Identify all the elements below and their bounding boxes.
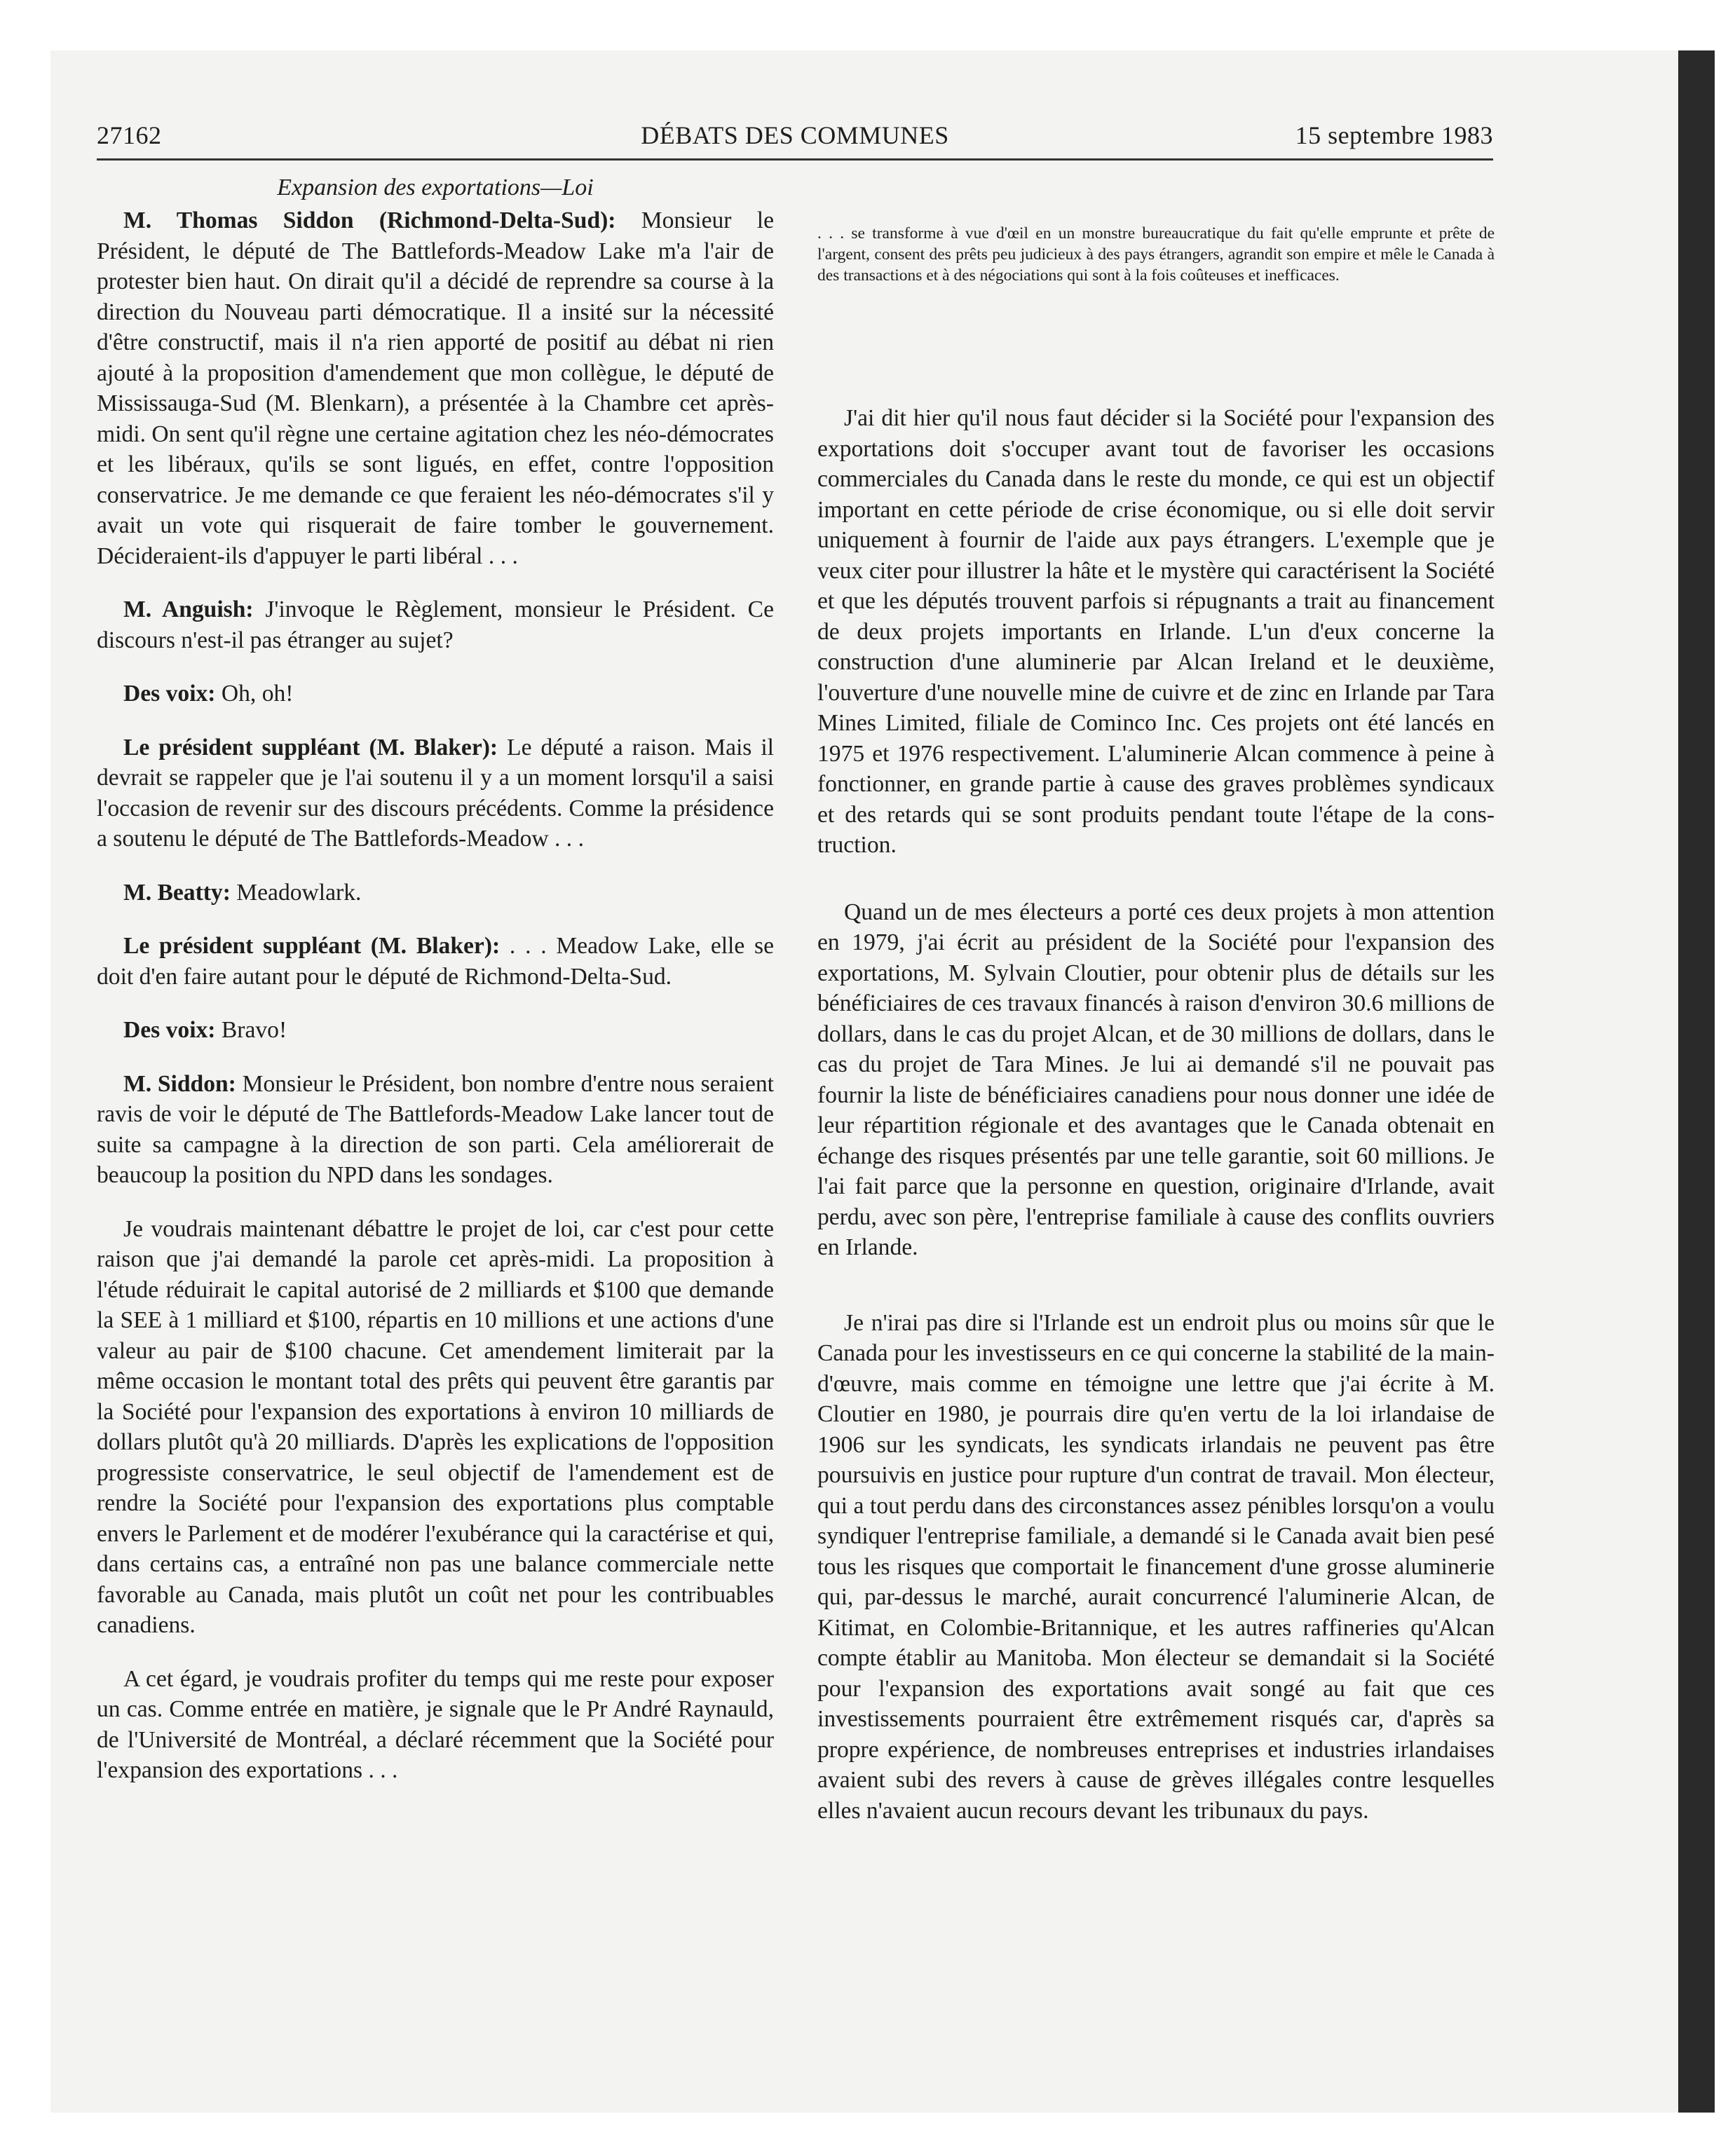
speaker-name: M. Thomas Siddon (Richmond-Delta-Sud): [123,207,616,233]
block-quote: . . . se transforme à vue d'œil en un monstre bureaucratique du fait qu'elle emprunte et prête de l'argent, consent des prêts peu judicieux à des pays étrangers, agrandit son empire et mêle le Canada à des transactions et à des négociations qui sont à la fois coûteuses et inefficaces. [817,224,1495,285]
paragraph [97,878,774,908]
paragraph [97,1069,774,1191]
speaker-name: Des voix: [123,1017,216,1043]
speaker-name: M. Anguish: [123,596,254,622]
speech-text: Monsieur le Président, le député de The Battlefords-Meadow Lake m'a l'air de protester bien haut. On dirait qu'il a décidé de reprendre sa course à la direction du Nouveau parti démocratique. Il a insité sur la nécessité d'être constructif, mais il n'a rien apporté de positif au débat ni rien ajouté à la proposition d'amendement que mon collègue, le député de Mississauga-Sud (M. Blenkarn), a présentée à la Chambre cet après-midi. On sent qu'il règne une certaine agitation chez les néo-démocrates et les libéraux, qu'ils se sont ligués, en effet, contre l'opposition conservatrice. Je me demande ce que feraient les néo-démocrates s'il y avait un vote qui risquerait de faire tomber le gouvernement. Décideraient-ils d'appuyer le parti libéral . . . [97,207,774,569]
paragraph [97,732,774,854]
paragraph [97,678,774,709]
scan-edge-bar [1678,50,1715,2113]
speech-text: . . . Meadow Lake, elle se doit d'en faire autant pour le député de Richmond-Delta-Sud. [97,933,774,990]
speaker-name: Le président suppléant (M. Blaker): [123,734,498,760]
section-title: Expansion des exportations—Loi [277,175,594,200]
paragraph: Je voudrais maintenant débattre le projet de loi, car c'est pour cette raison que j'ai demandé la parole cet après-midi. La proposition à l'étude réduirait le capital autorisé de 2 milliards et $100 que demande la SEE à 1 milliard et $100, répartis en 10 millions et une actions d'une valeur au pair de $100 chacune. Cet amendement limiterait par la même occasion le montant total des prêts qui peuvent être garantis par la Société pour l'expansion des exportations à environ 10 milliards de dollars plutôt qu'à 20 milliards. D'après les explications de l'opposition progressiste conservatrice, le seul objectif de l'amendement est de rendre la Société pour l'expansion des exportations plus comptable envers le Parlement et de modérer l'exubérance qui la caractérise et qui, dans certains cas, a entraîné non pas une balance commerciale nette favorable au Canada, mais plutôt un coût net pour les contribuables canadiens. [97,1215,774,1638]
right-column [817,403,1495,1826]
paragraph: A cet égard, je voudrais profiter du temps qui me reste pour exposer un cas. Comme entrée en matière, je signale que le Pr André Raynauld, de l'Université de Montréal, a déclaré récemment que la Société pour l'expansion des exportations . . . [97,1665,774,1783]
paragraph: Quand un de mes électeurs a porté ces deux projets à mon attention en 1979, j'ai écrit au président de la Société pour l'expansion des exportations, M. Sylvain Cloutier, pour obtenir plus de détails sur les bénéficiaires de ces travaux financés à raison d'environ 30.6 millions de dollars, dans le cas du projet Alcan, et de 30 millions de dollars, dans le cas du projet de Tara Mines. Je lui ai demandé s'il ne pouvait pas fournir la liste de bénéficiaires canadiens pour nous donner une idée de leur répartition régionale et des avantages que le Canada obtenait en échange des risques présentés par une telle garantie, soit 60 millions. Je l'ai fait parce que la personne en question, originaire d'Irlande, avait perdu, avec son père, l'entreprise familiale à cause des conflits ouvriers en Irlande. [817,899,1495,1260]
speech-text: Meadowlark. [230,879,362,906]
page-date: 15 septembre 1983 [1295,121,1493,149]
speech-text: Bravo! [215,1017,287,1043]
speaker-name: M. Siddon: [123,1070,236,1097]
paragraph [97,205,774,571]
paragraph: Je n'irai pas dire si l'Irlande est un endroit plus ou moins sûr que le Canada pour les investisseurs en ce qui concerne la stabilité de la main-d'œuvre, mais comme en témoigne une lettre que j'ai écrite à M. Cloutier en 1980, je pourrais dire qu'en vertu de la loi irlandaise de 1906 sur les syndicats, les syndicats irlandais ne peuvent pas être poursuivis en justice pour rupture d'un contrat de travail. Mon électeur, qui a tout perdu dans des circonstances assez pénibles lorsqu'on a voulu syndiquer l'entreprise familiale, a demandé si le Canada avait bien pesé tous les risques que comportait le financement d'une grosse aluminerie qui, par-dessus le marché, aurait concurrencé l'aluminerie Alcan, de Kitimat, en Colombie-Britannique, et les autres raffineries qu'Alcan compte établir au Manitoba. Mon électeur se demandait si la Société pour l'expansion des exportations avait songé au fait que ces investissements pourraient être extrêmement risqués car, d'après sa propre expérience, de nombreuses entreprises et industries irlandaises avaient subi des revers à cause de grèves illégales contre lesquelles elles n'avaient aucun recours devant les tribunaux du pays. [817,1309,1495,1824]
paragraph: J'ai dit hier qu'il nous faut décider si la Société pour l'expansion des exportations doit s'occuper avant tout de favoriser les occasions commerciales du Canada dans le reste du monde, ce qui est un objectif important en cette période de crise économique, ou si elle doit servir uniquement à fournir de l'aide aux pays étrangers. L'exemple que je veux citer pour illustrer la hâte et le mystère qui caractérisent la Société et que les députés trouvent parfois si répugnants a trait au financement de deux projets importants en Irlande. L'un d'eux concerne la construction d'une aluminerie par Alcan Ireland et le deuxième, l'ouverture d'une nouvelle mine de cuivre et de zinc en Irlande par Tara Mines Limited, filiale de Cominco Inc. Ces projets ont été lancés en 1975 et 1976 respectivement. L'aluminerie Alcan commence à peine à fonctionner, en grande partie à cause des graves problèmes syndicaux et des retards qui se sont produits pendant toute l'étape de la construction. [817,405,1495,858]
speech-text: Monsieur le Président, bon nombre d'entre nous seraient ravis de voir le député de The Battlefords-Meadow Lake lancer tout de suite sa campagne à la direction de son parti. Cela améliorerait de beaucoup la position du NPD dans les sondages. [97,1070,774,1188]
paragraph [97,594,774,655]
speaker-name: M. Beatty: [123,879,231,906]
paragraph [97,931,774,992]
speech-text: J'invoque le Règlement, monsieur le Président. Ce discours n'est-il pas étranger au sujet? [97,596,774,653]
page-number: 27162 [97,121,162,149]
speaker-name: Des voix: [123,681,216,707]
paragraph [97,1015,774,1046]
left-column [97,172,774,1786]
page-header [97,119,1493,161]
speaker-name: Le président suppléant (M. Blaker): [123,933,501,959]
speech-text: Oh, oh! [215,681,294,707]
speech-text: Le député a raison. Mais il devrait se rappeler que je l'ai soutenu il y a un moment lorsqu'il a saisi l'occasion de revenir sur des discours précédents. Comme la présidence a soutenu le député de The Battlefords-Meadow . . . [97,734,774,852]
publication-title: DÉBATS DES COMMUNES [641,121,949,149]
